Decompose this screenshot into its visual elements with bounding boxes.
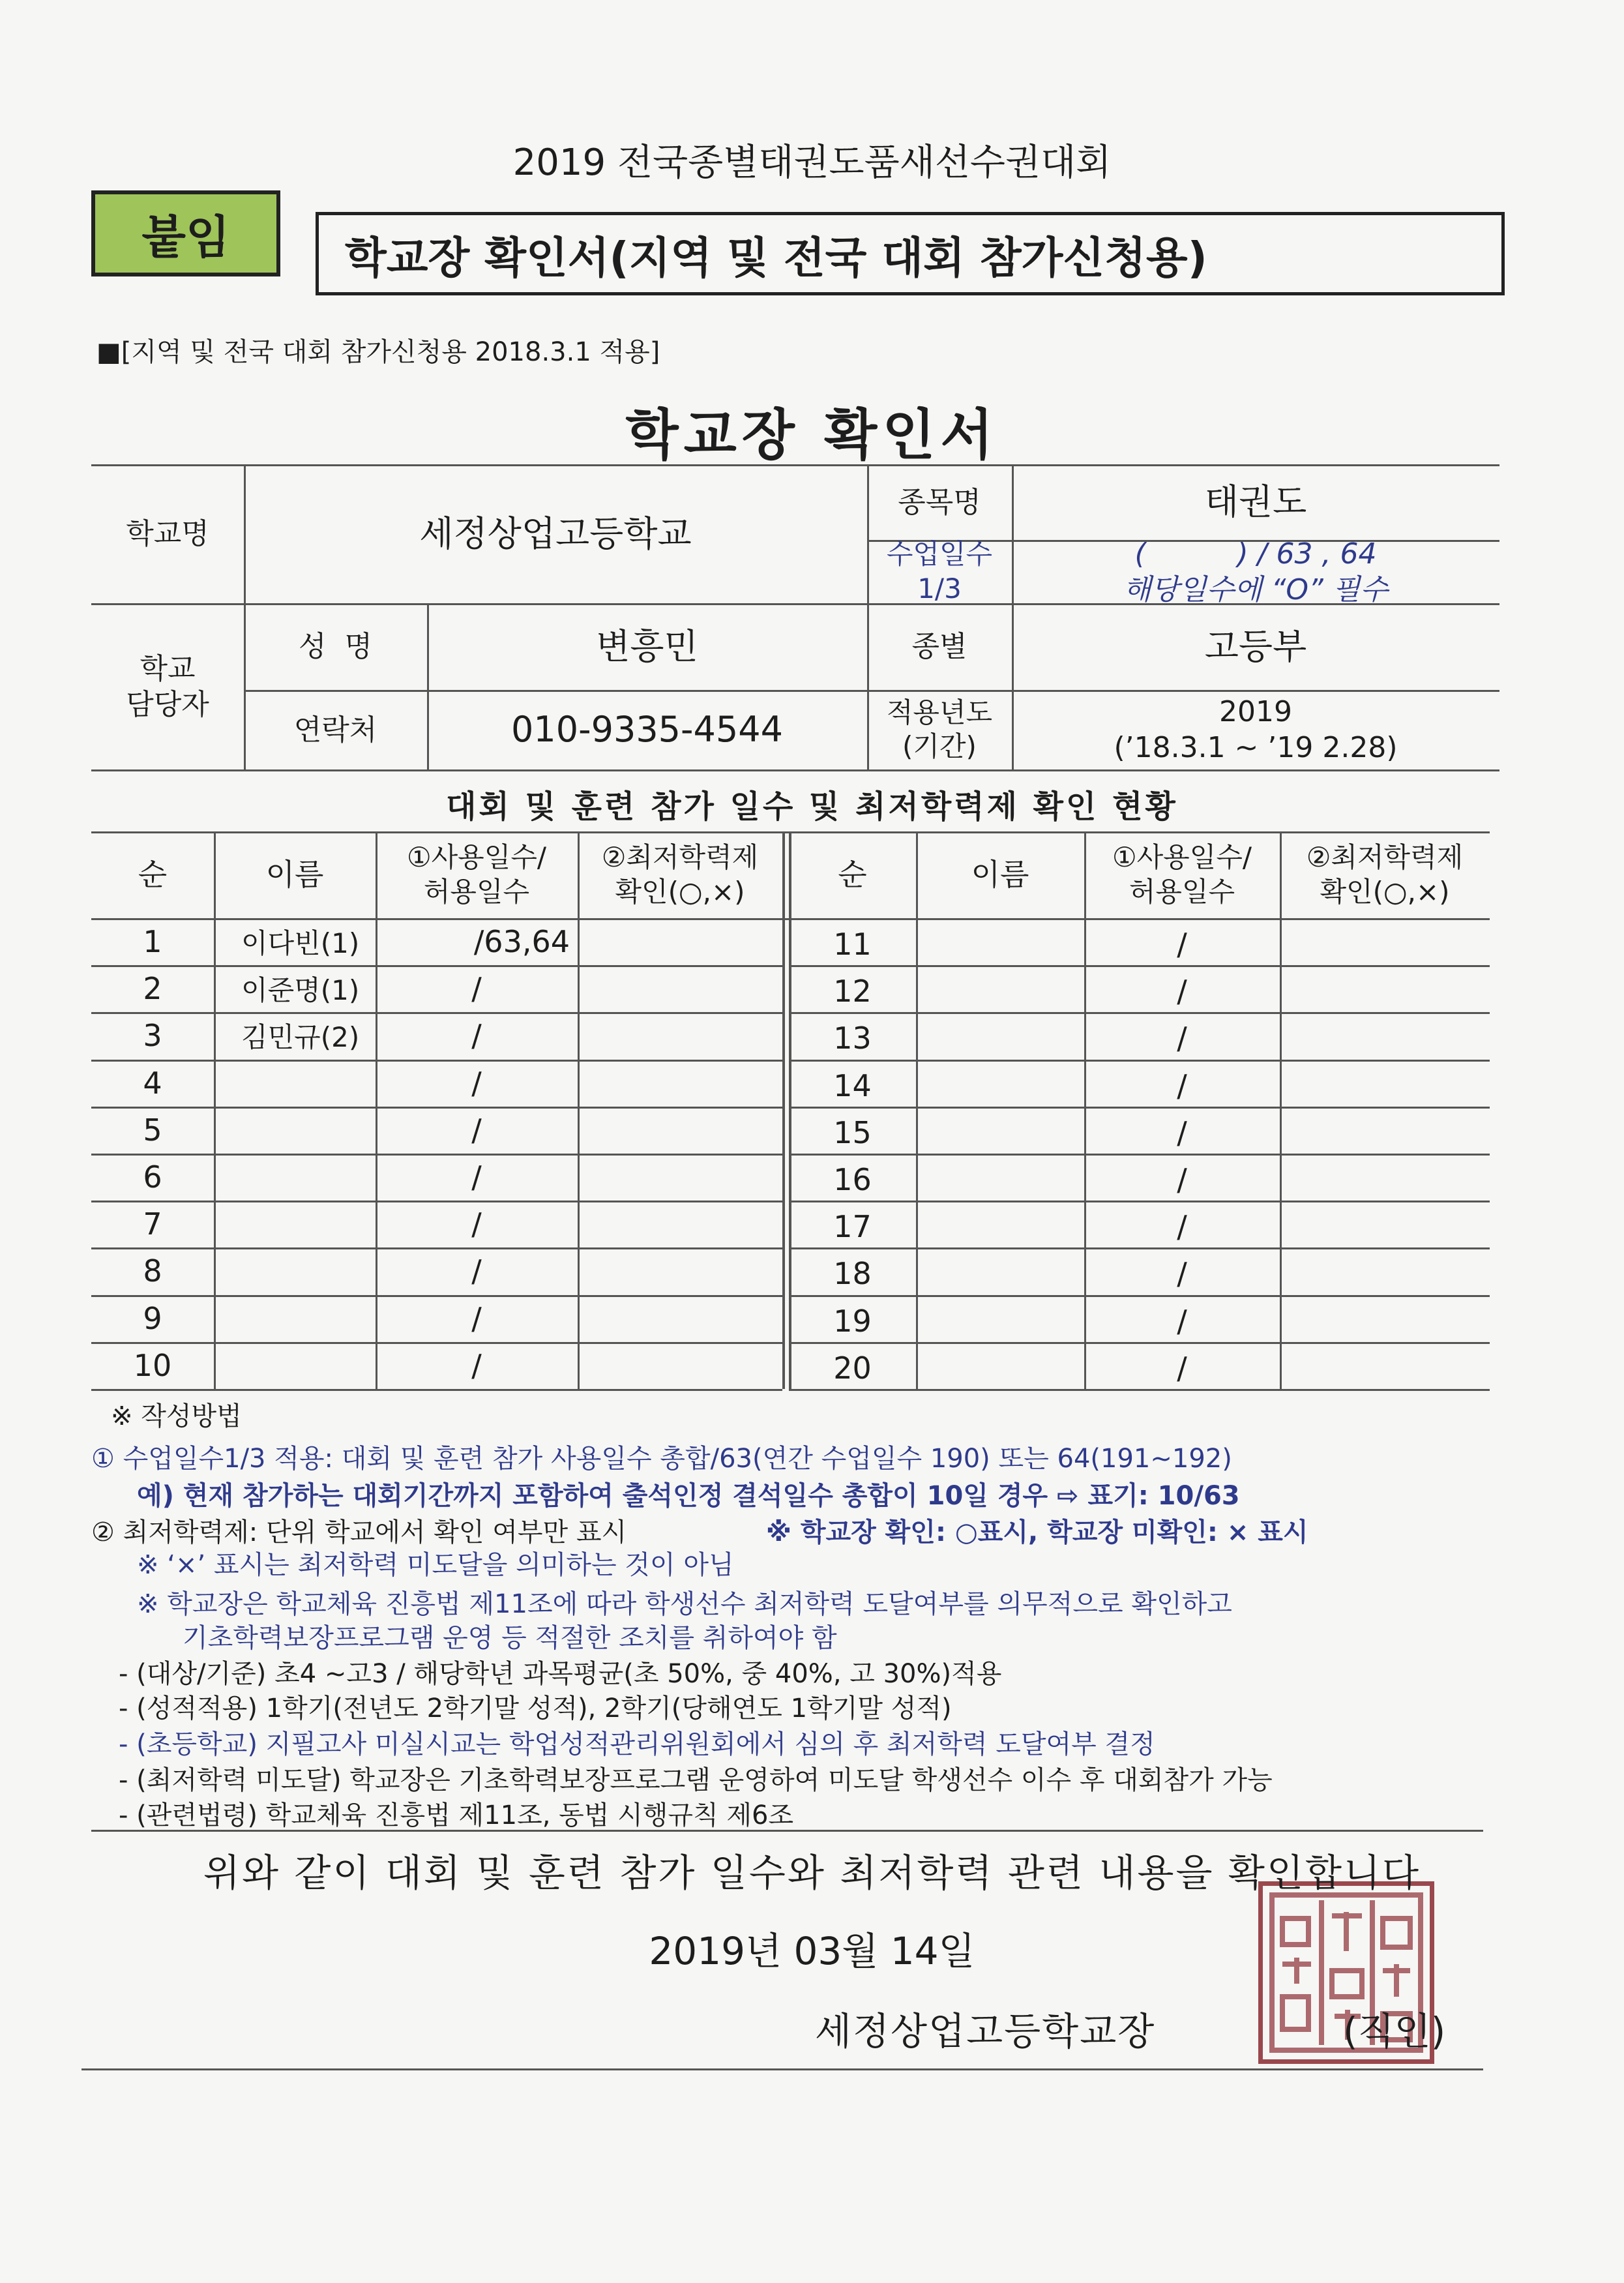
header-min-line2: 확인(○,×): [615, 875, 745, 908]
row-name: [241, 1247, 376, 1294]
event-title: 2019 전국종별태권도품새선수권대회: [512, 142, 1112, 184]
instruction-line-9: - (초등학교) 지필고사 미실시교는 학업성적관리위원회에서 심의 후 최저학력 도달여부 결정: [119, 1729, 1155, 1759]
row-days: /: [471, 1112, 482, 1148]
row-no: 10: [133, 1347, 172, 1383]
class-days-value: [1012, 537, 1499, 606]
row-name: [241, 1342, 376, 1389]
row-days: /: [471, 1065, 482, 1101]
row-no: 1: [143, 924, 162, 960]
name-label: 성 명: [299, 630, 372, 663]
participant-table-line: [782, 831, 785, 1389]
period-value-line1: 2019: [1219, 695, 1292, 728]
header-no: 순: [138, 856, 168, 892]
row-no-right: 17: [833, 1209, 872, 1245]
row-no: 7: [143, 1206, 162, 1242]
row-no: 8: [143, 1253, 162, 1289]
row-days-right: /: [1177, 1256, 1187, 1292]
row-name: [241, 1060, 376, 1107]
form-note: ■[지역 및 전국 대회 참가신청용 2018.3.1 적용]: [96, 337, 660, 367]
contact-person-label-line2: 담당자: [126, 687, 209, 721]
header-min-right: [1280, 831, 1490, 918]
phone-value: 010-9335-4544: [511, 709, 783, 751]
row-name: [241, 1154, 376, 1201]
period-label-line1: 적용년도: [886, 696, 993, 728]
header-name-right: 이름: [971, 856, 1029, 892]
row-days: /: [471, 1018, 482, 1054]
row-no: 2: [143, 971, 162, 1007]
attachment-badge: 붙임: [91, 190, 280, 276]
instruction-line-3a: ② 최저학력제: 단위 학교에서 확인 여부만 표시: [91, 1517, 627, 1547]
division-value: 고등부: [1204, 625, 1307, 667]
row-no: 6: [143, 1159, 162, 1195]
row-days: /: [471, 1300, 482, 1336]
instruction-line-4: ※ ‘×’ 표시는 최저학력 미도달을 의미하는 것이 아님: [137, 1550, 734, 1580]
divider: [91, 1830, 1483, 1832]
instruction-line-2: 예) 현재 참가하는 대회기간까지 포함하여 출석인정 결석일수 총합이 10일 경우 ⇨ 표기: 10/63: [137, 1481, 1240, 1511]
instruction-line-5: ※ 학교장은 학교체육 진흥법 제11조에 따라 학생선수 최저학력 도달여부를 의무적으로 확인하고: [137, 1589, 1232, 1619]
row-name: 이다빈(1): [241, 927, 360, 960]
header-no-right: 순: [838, 856, 867, 892]
row-no-right: 19: [833, 1303, 872, 1339]
class-days-value-line2: 해당일수에 “O” 필수: [1123, 573, 1388, 606]
name-value: 변흥민: [596, 625, 698, 667]
row-no-right: 13: [833, 1021, 872, 1056]
header-min-line1: ②최저학력제: [601, 841, 759, 873]
signer-text: 세정상업고등학교장: [815, 2009, 1156, 2053]
sport-label: 종목명: [898, 485, 981, 519]
row-days: /: [471, 1159, 482, 1195]
row-name: [241, 1201, 376, 1247]
row-name: [241, 1107, 376, 1154]
header-days-line1: ①사용일수/: [406, 841, 547, 873]
row-days-right: /: [1177, 974, 1187, 1009]
row-no: 3: [143, 1018, 162, 1054]
info-table-line: [91, 769, 1499, 771]
row-days-right: /: [1177, 1350, 1187, 1386]
row-no: 9: [143, 1300, 162, 1336]
row-days-right: /: [1177, 927, 1187, 962]
row-no-right: 15: [833, 1114, 872, 1150]
row-name: 김민규(2): [241, 1021, 360, 1054]
header-title: 학교장 확인서(지역 및 전국 대회 참가신청용): [316, 212, 1505, 295]
form-title: 학교장 확인서: [625, 403, 999, 467]
header-days-line2: 허용일수: [423, 875, 530, 908]
contact-person-label-line1: 학교: [140, 651, 196, 685]
class-days-label-line2: 1/3: [917, 572, 962, 604]
sport-value: 태권도: [1204, 481, 1307, 523]
instructions-heading: ※ 작성방법: [111, 1401, 242, 1431]
row-days: /: [471, 1347, 482, 1383]
header-days-right: [1084, 831, 1280, 918]
row-days-right: /: [1177, 1162, 1187, 1198]
row-line-left: [91, 1389, 782, 1391]
school-value: 세정상업고등학교: [419, 513, 692, 554]
instruction-line-3b: ※ 학교장 확인: ○표시, 학교장 미확인: × 표시: [766, 1517, 1308, 1547]
status-heading: 대회 및 훈련 참가 일수 및 최저학력제 확인 현황: [446, 788, 1178, 825]
division-label: 종별: [911, 630, 967, 663]
row-days: /: [471, 1253, 482, 1289]
header-days-right-line2: 허용일수: [1129, 875, 1235, 908]
row-no: 5: [143, 1112, 162, 1148]
period-label-line2: (기간): [902, 730, 977, 762]
header-min-right-line1: ②최저학력제: [1306, 841, 1464, 873]
row-no-right: 12: [833, 974, 872, 1009]
header-days: [376, 831, 578, 918]
row-no-right: 18: [833, 1256, 872, 1292]
row-days-right: /: [1177, 1067, 1187, 1103]
date-text: 2019년 03월 14일: [649, 1929, 975, 1973]
row-no-right: 14: [833, 1067, 872, 1103]
row-days: /: [471, 971, 482, 1007]
row-name: 이준명(1): [241, 974, 360, 1007]
class-days-label-line1: 수업일수: [886, 538, 993, 570]
period-value: [1012, 690, 1499, 769]
row-days: /: [471, 1206, 482, 1242]
header-min-right-line2: 확인(○,×): [1320, 875, 1450, 908]
seal-suffix: (직인): [1343, 2009, 1446, 2053]
row-no-right: 16: [833, 1162, 872, 1198]
row-name: [241, 1295, 376, 1342]
row-days-right: /: [1177, 1303, 1187, 1339]
class-days-label: [867, 540, 1012, 603]
row-no-right: 20: [833, 1350, 872, 1386]
header-days-right-line1: ①사용일수/: [1112, 841, 1252, 873]
class-days-value-line1: ( ) / 63 , 64: [1134, 537, 1377, 571]
instruction-line-7: - (대상/기준) 초4 ~고3 / 해당학년 과목평균(초 50%, 중 40%, 고 30%)적용: [119, 1659, 1002, 1689]
row-no-right: 11: [833, 927, 872, 962]
divider-bottom: [81, 2068, 1483, 2070]
header-name: 이름: [265, 856, 324, 892]
instruction-line-1: ① 수업일수1/3 적용: 대회 및 훈련 참가 사용일수 총합/63(연간 수업일수 190) 또는 64(191~192): [91, 1444, 1232, 1474]
instruction-line-8: - (성적적용) 1학기(전년도 2학기말 성적), 2학기(당해연도 1학기말 성적): [119, 1694, 952, 1723]
period-label: [867, 690, 1012, 769]
confirm-text: 위와 같이 대회 및 훈련 참가 일수와 최저학력 관련 내용을 확인합니다: [203, 1851, 1421, 1895]
row-days: /63,64: [473, 924, 570, 960]
phone-label: 연락처: [293, 713, 377, 747]
header-min: [578, 831, 782, 918]
period-value-line2: (’18.3.1 ~ ’19 2.28): [1114, 731, 1398, 764]
row-days-right: /: [1177, 1209, 1187, 1245]
school-label: 학교명: [126, 517, 209, 550]
instruction-line-11: - (관련법령) 학교체육 진흥법 제11조, 동법 시행규칙 제6조: [119, 1800, 794, 1830]
row-days-right: /: [1177, 1114, 1187, 1150]
instruction-line-10: - (최저학력 미도달) 학교장은 기초학력보장프로그램 운영하여 미도달 학생선수 이수 후 대회참가 가능: [119, 1765, 1273, 1795]
row-days-right: /: [1177, 1021, 1187, 1056]
contact-person-label: [91, 603, 244, 769]
row-no: 4: [143, 1065, 162, 1101]
instruction-line-6: 기초학력보장프로그램 운영 등 적절한 조치를 취하여야 함: [183, 1623, 837, 1653]
